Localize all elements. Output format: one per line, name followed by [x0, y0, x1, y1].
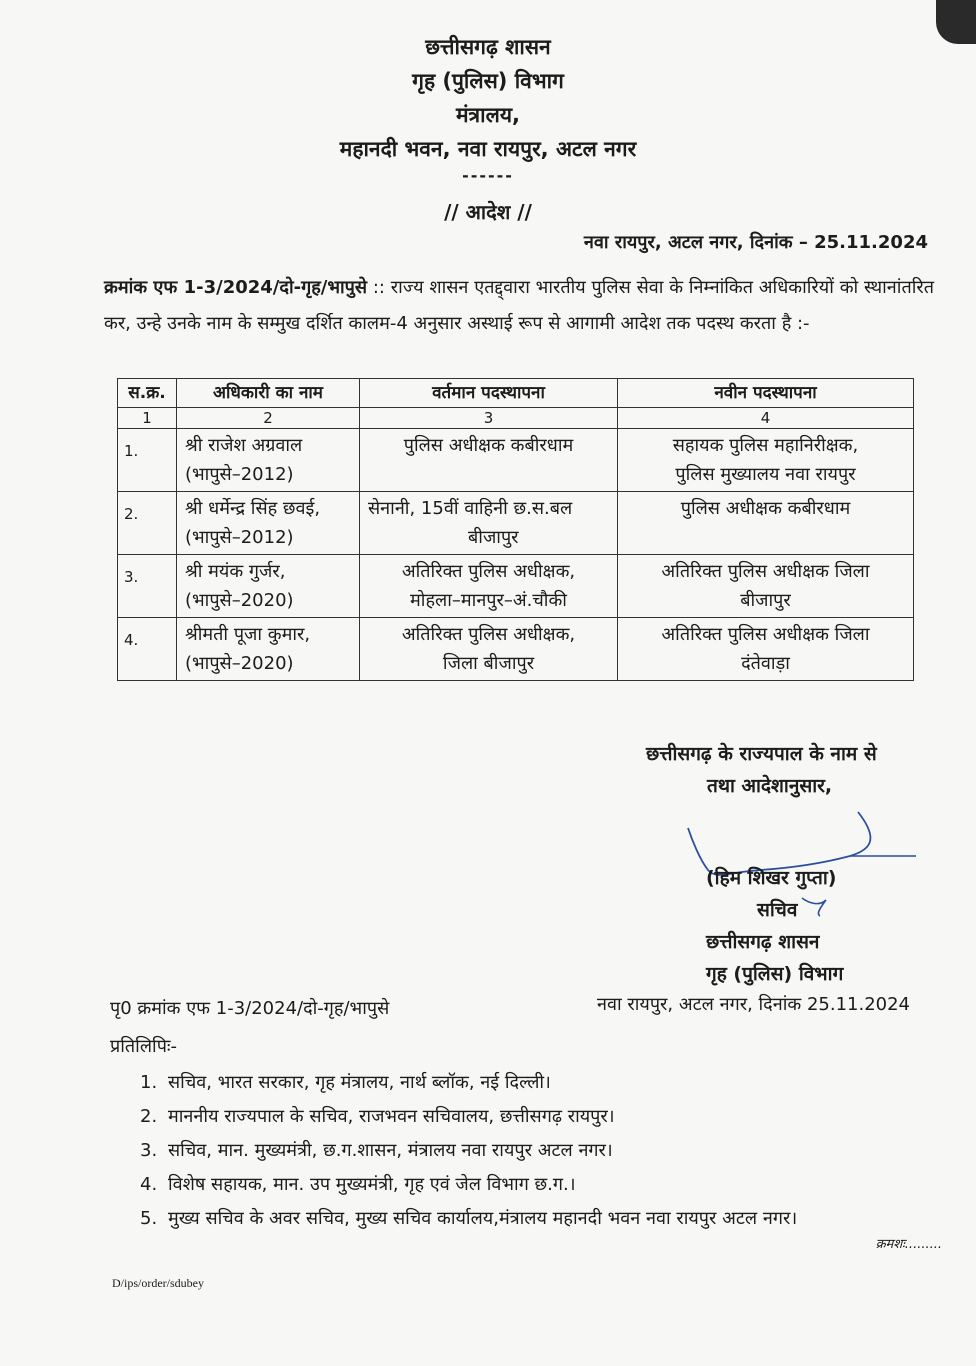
new-posting-line1: सहायक पुलिस महानिरीक्षक,: [672, 435, 859, 456]
list-item: [140, 1100, 797, 1134]
postings-table: [117, 378, 914, 681]
header-officer-name: अधिकारी का नाम: [177, 379, 360, 408]
table-row: [118, 618, 914, 681]
row-officer: [177, 555, 360, 618]
endorsement-date: नवा रायपुर, अटल नगर, दिनांक 25.11.2024: [596, 994, 910, 1015]
row-serial: 2.: [118, 492, 177, 555]
row-current-posting: [360, 492, 618, 555]
row-new-posting: [618, 618, 914, 681]
header-divider: ------: [462, 166, 514, 185]
officer-name: श्री धर्मेन्द्र सिंह छवई,: [185, 498, 321, 519]
continued-note: क्रमशः.........: [875, 1237, 942, 1252]
row-new-posting: [618, 492, 914, 555]
col-num-1: 1: [118, 408, 177, 429]
new-posting-line2: पुलिस मुख्यालय नवा रायपुर: [675, 464, 856, 485]
new-posting-line2: दंतेवाड़ा: [741, 653, 790, 674]
officer-name: श्रीमती पूजा कुमार,: [185, 624, 311, 645]
copy-to-list: [140, 1066, 797, 1236]
officer-batch: (भापुसे–2012): [185, 527, 294, 548]
officer-name: श्री राजेश अग्रवाल: [185, 435, 303, 456]
signatory-org: छत्तीसगढ़ शासन: [706, 931, 820, 953]
copy-number: 3.: [140, 1140, 158, 1161]
current-posting-line1: अतिरिक्त पुलिस अधीक्षक,: [401, 624, 576, 645]
current-posting-line1: पुलिस अधीक्षक कबीरधाम: [403, 435, 574, 456]
copy-recipient: मुख्य सचिव के अवर सचिव, मुख्य सचिव कार्यालय,मंत्रालय महानदी भवन नवा रायपुर अटल नगर।: [168, 1208, 798, 1229]
row-new-posting: [618, 429, 914, 492]
order-intro: [104, 270, 934, 342]
endorsement-number: पृ0 क्रमांक एफ 1-3/2024/दो-गृह/भापुसे: [110, 998, 390, 1019]
new-posting-line1: पुलिस अधीक्षक कबीरधाम: [680, 498, 851, 519]
list-item: [140, 1066, 797, 1100]
order-intro-text: :: राज्य शासन एतद्द्वारा भारतीय पुलिस सेवा के निम्नांकित अधिकारियों को स्थानांतरित कर, उन्हे उनके नाम के सम्मुख दर्शित कालम-4 अनुसार अस्थाई रूप से आगामी आदेश तक पदस्थ करता है :-: [104, 277, 934, 334]
authority-line1: छत्तीसगढ़ के राज्यपाल के नाम से: [646, 743, 877, 765]
row-serial: 1.: [118, 429, 177, 492]
row-new-posting: [618, 555, 914, 618]
header-current-posting: वर्तमान पदस्थापना: [360, 379, 618, 408]
row-current-posting: [360, 429, 618, 492]
order-dateline: नवा रायपुर, अटल नगर, दिनांक – 25.11.2024: [583, 232, 928, 253]
header-new-posting: नवीन पदस्थापना: [618, 379, 914, 408]
row-officer: [177, 429, 360, 492]
copy-to-label: प्रतिलिपिः-: [110, 1036, 178, 1057]
officer-batch: (भापुसे–2020): [185, 590, 294, 611]
copy-number: 1.: [140, 1072, 158, 1093]
order-number: क्रमांक एफ 1-3/2024/दो-गृह/भापुसे: [104, 277, 368, 298]
file-reference: D/ips/order/sdubey: [112, 1276, 204, 1290]
table-row: [118, 429, 914, 492]
signatory-designation: सचिव: [757, 899, 798, 921]
row-current-posting: [360, 618, 618, 681]
officer-batch: (भापुसे–2020): [185, 653, 294, 674]
list-item: [140, 1134, 797, 1168]
row-officer: [177, 618, 360, 681]
table-header-row: [118, 379, 914, 408]
row-serial: 4.: [118, 618, 177, 681]
signatory-name: (हिम शिखर गुप्ता): [706, 867, 837, 889]
table-row: [118, 555, 914, 618]
header-ministry: मंत्रालय,: [456, 103, 520, 127]
table-column-number-row: [118, 408, 914, 429]
current-posting-line1: सेनानी, 15वीं वाहिनी छ.स.बल: [368, 498, 573, 519]
new-posting-line2: बीजापुर: [740, 590, 791, 611]
copy-number: 2.: [140, 1106, 158, 1127]
copy-recipient: सचिव, मान. मुख्यमंत्री, छ.ग.शासन, मंत्रालय नवा रायपुर अटल नगर।: [168, 1140, 613, 1161]
row-current-posting: [360, 555, 618, 618]
current-posting-line2: जिला बीजापुर: [442, 653, 535, 674]
copy-number: 4.: [140, 1174, 158, 1195]
row-serial: 3.: [118, 555, 177, 618]
table-row: [118, 492, 914, 555]
header-state-govt: छत्तीसगढ़ शासन: [425, 35, 551, 59]
col-num-4: 4: [618, 408, 914, 429]
document-header: [0, 30, 976, 186]
copy-recipient: माननीय राज्यपाल के सचिव, राजभवन सचिवालय, छत्तीसगढ़ रायपुर।: [168, 1106, 615, 1127]
officer-name: श्री मयंक गुर्जर,: [185, 561, 286, 582]
col-num-2: 2: [177, 408, 360, 429]
current-posting-line1: अतिरिक्त पुलिस अधीक्षक,: [401, 561, 576, 582]
list-item: [140, 1168, 797, 1202]
header-address: महानदी भवन, नवा रायपुर, अटल नगर: [339, 137, 637, 161]
copy-number: 5.: [140, 1208, 158, 1229]
header-department: गृह (पुलिस) विभाग: [412, 69, 564, 93]
officer-batch: (भापुसे–2012): [185, 464, 294, 485]
list-item: [140, 1202, 797, 1236]
new-posting-line1: अतिरिक्त पुलिस अधीक्षक जिला: [661, 624, 870, 645]
copy-recipient: सचिव, भारत सरकार, गृह मंत्रालय, नार्थ ब्लॉक, नई दिल्ली।: [168, 1072, 551, 1093]
col-num-3: 3: [360, 408, 618, 429]
row-officer: [177, 492, 360, 555]
current-posting-line2: मोहला–मानपुर–अं.चौकी: [410, 590, 567, 611]
current-posting-line2: बीजापुर: [468, 527, 519, 548]
authority-line2: तथा आदेशानुसार,: [707, 775, 833, 797]
order-title: // आदेश //: [444, 200, 532, 224]
copy-recipient: विशेष सहायक, मान. उप मुख्यमंत्री, गृह एवं जेल विभाग छ.ग.।: [168, 1174, 576, 1195]
header-serial: स.क्र.: [118, 379, 177, 408]
signatory-department: गृह (पुलिस) विभाग: [706, 963, 844, 985]
new-posting-line1: अतिरिक्त पुलिस अधीक्षक जिला: [661, 561, 870, 582]
